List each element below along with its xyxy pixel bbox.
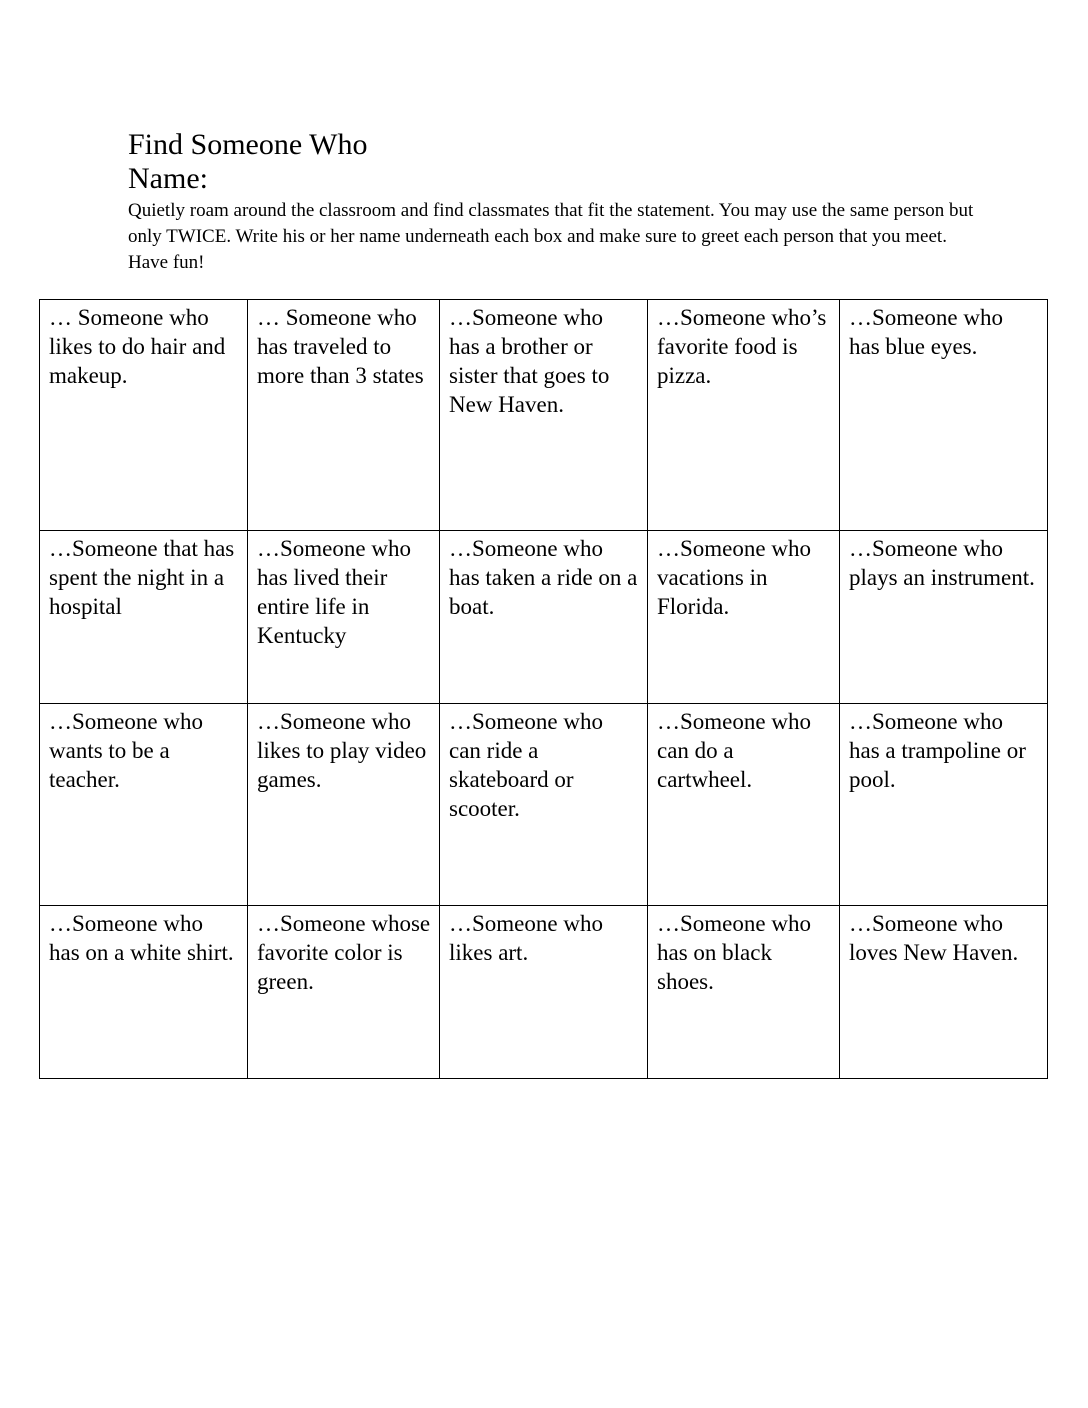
grid-row-3 (40, 704, 1048, 906)
find-someone-grid (39, 299, 1048, 1079)
grid-row-1 (40, 300, 1048, 531)
grid-cell: …Someone who’s favorite food is pizza. (648, 300, 840, 531)
worksheet-title: Find Someone Who (128, 128, 368, 161)
grid-cell: …Someone who likes art. (440, 906, 648, 1079)
grid-cell: …Someone who has blue eyes. (840, 300, 1048, 531)
grid-cell: …Someone who likes to play video games. (248, 704, 440, 906)
grid-cell: …Someone who has a trampoline or pool. (840, 704, 1048, 906)
grid-cell: …Someone who can do a cartwheel. (648, 704, 840, 906)
worksheet-header (128, 128, 988, 276)
grid-row-2 (40, 531, 1048, 704)
grid-cell: …Someone who vacations in Florida. (648, 531, 840, 704)
grid-row-4 (40, 906, 1048, 1079)
name-label: Name: (128, 162, 208, 195)
grid-cell: …Someone that has spent the night in a hospital (40, 531, 248, 704)
grid-cell: …Someone who has lived their entire life in Kentucky (248, 531, 440, 704)
grid-cell: …Someone who has on a white shirt. (40, 906, 248, 1079)
grid-cell: …Someone who plays an instrument. (840, 531, 1048, 704)
grid-cell: …Someone who has a brother or sister that goes to New Haven. (440, 300, 648, 531)
instructions-text: Quietly roam around the classroom and find classmates that fit the statement. You may use the same person but only TWICE. Write his or her name underneath each box and make sure to greet each person that you meet. Have fun! (128, 200, 974, 273)
grid-cell: …Someone who loves New Haven. (840, 906, 1048, 1079)
grid-cell: …Someone whose favorite color is green. (248, 906, 440, 1079)
grid-cell: …Someone who has on black shoes. (648, 906, 840, 1079)
grid-cell: … Someone who has traveled to more than 3 states (248, 300, 440, 531)
grid-cell: …Someone who can ride a skateboard or scooter. (440, 704, 648, 906)
grid-cell: …Someone who wants to be a teacher. (40, 704, 248, 906)
grid-cell: … Someone who likes to do hair and makeup. (40, 300, 248, 531)
grid-cell: …Someone who has taken a ride on a boat. (440, 531, 648, 704)
